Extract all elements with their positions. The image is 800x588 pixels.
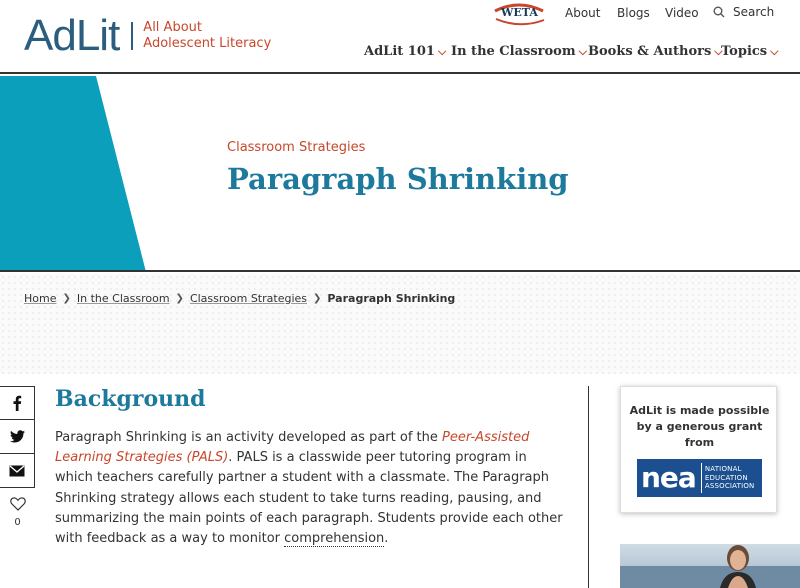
email-icon [9,465,25,477]
promo-photo[interactable] [620,544,800,588]
grant-card [620,386,777,513]
glossary-term-comprehension[interactable]: comprehension [284,531,385,547]
page-title: Paragraph Shrinking [227,162,569,196]
nav-label: Topics [721,44,768,59]
breadcrumb-bar [0,274,800,374]
promo-image [620,544,800,588]
about-link[interactable]: About [565,6,601,20]
search-label: Search [733,5,775,19]
nea-mark: nea [641,461,696,494]
column-divider [588,386,589,588]
nav-topics[interactable] [721,44,778,59]
share-twitter-button[interactable] [0,420,35,454]
tagline-line-1: All About [143,20,202,35]
nea-line-3: ASSOCIATION [704,482,755,491]
nav-label: In the Classroom [451,44,576,59]
chevron-down-icon: ⌵ [770,44,779,58]
breadcrumb [24,292,455,305]
paragraph-text: . PALS is a classwide peer tutoring program in which teachers carefully partner a student with a classmate. The Paragraph Shrinking strategy allows each student to take turns reading, pausing, and summarizing the main points of each paragraph. Students provide each other with feedback as a way to monitor [55,450,563,547]
site-header [0,0,800,74]
nav-adlit-101[interactable] [364,44,446,59]
nav-books-authors[interactable] [588,44,723,59]
paragraph-text: . [384,531,389,547]
nea-line-2: EDUCATION [704,473,748,482]
nav-label: Books & Authors [588,44,712,59]
breadcrumb-home[interactable]: Home [24,292,57,305]
article-paragraph [55,428,565,549]
hero-eyebrow[interactable]: Classroom Strategies [227,140,366,155]
like-count: 0 [14,517,21,528]
logo-wordmark: AdLit [24,11,120,60]
search-button[interactable] [713,5,774,19]
breadcrumb-current: Paragraph Shrinking [327,292,456,305]
hero-teal-shape [0,76,150,272]
facebook-icon [10,395,24,411]
logo-divider [131,22,133,50]
nea-wordmark [702,465,755,491]
page-hero [0,76,800,272]
site-logo[interactable] [24,11,272,60]
logo-tagline [143,20,271,52]
blogs-link[interactable]: Blogs [617,6,650,20]
social-share-bar [0,386,36,488]
share-facebook-button[interactable] [0,386,35,420]
like-button[interactable] [0,496,35,528]
chevron-right-icon: ❯ [313,293,322,304]
paragraph-text: Paragraph Shrinking is an activity developed as part of the [55,430,443,445]
nav-label: AdLit 101 [364,44,435,59]
tagline-line-2: Adolescent Literacy [143,36,272,51]
grant-text: AdLit is made possible by a generous grant from [629,404,770,449]
search-icon [713,6,725,18]
chevron-right-icon: ❯ [62,293,71,304]
chevron-down-icon: ⌵ [714,44,723,58]
video-link[interactable]: Video [665,6,699,20]
breadcrumb-classroom-strategies[interactable]: Classroom Strategies [189,292,308,305]
weta-label: WETA [501,6,538,19]
heart-icon [10,496,26,511]
breadcrumb-in-the-classroom[interactable]: In the Classroom [76,292,170,305]
chevron-down-icon: ⌵ [578,44,587,58]
share-email-button[interactable] [0,454,35,488]
nav-in-the-classroom[interactable] [451,44,587,59]
pals-link[interactable]: Peer-Assisted Learning Strategies (PALS) [55,430,530,466]
chevron-down-icon: ⌵ [437,44,447,58]
section-heading: Background [55,386,206,412]
nea-logo[interactable] [637,459,762,497]
nea-line-1: NATIONAL [704,465,742,474]
chevron-right-icon: ❯ [175,293,184,304]
twitter-icon [10,430,25,443]
weta-logo[interactable] [492,2,546,24]
